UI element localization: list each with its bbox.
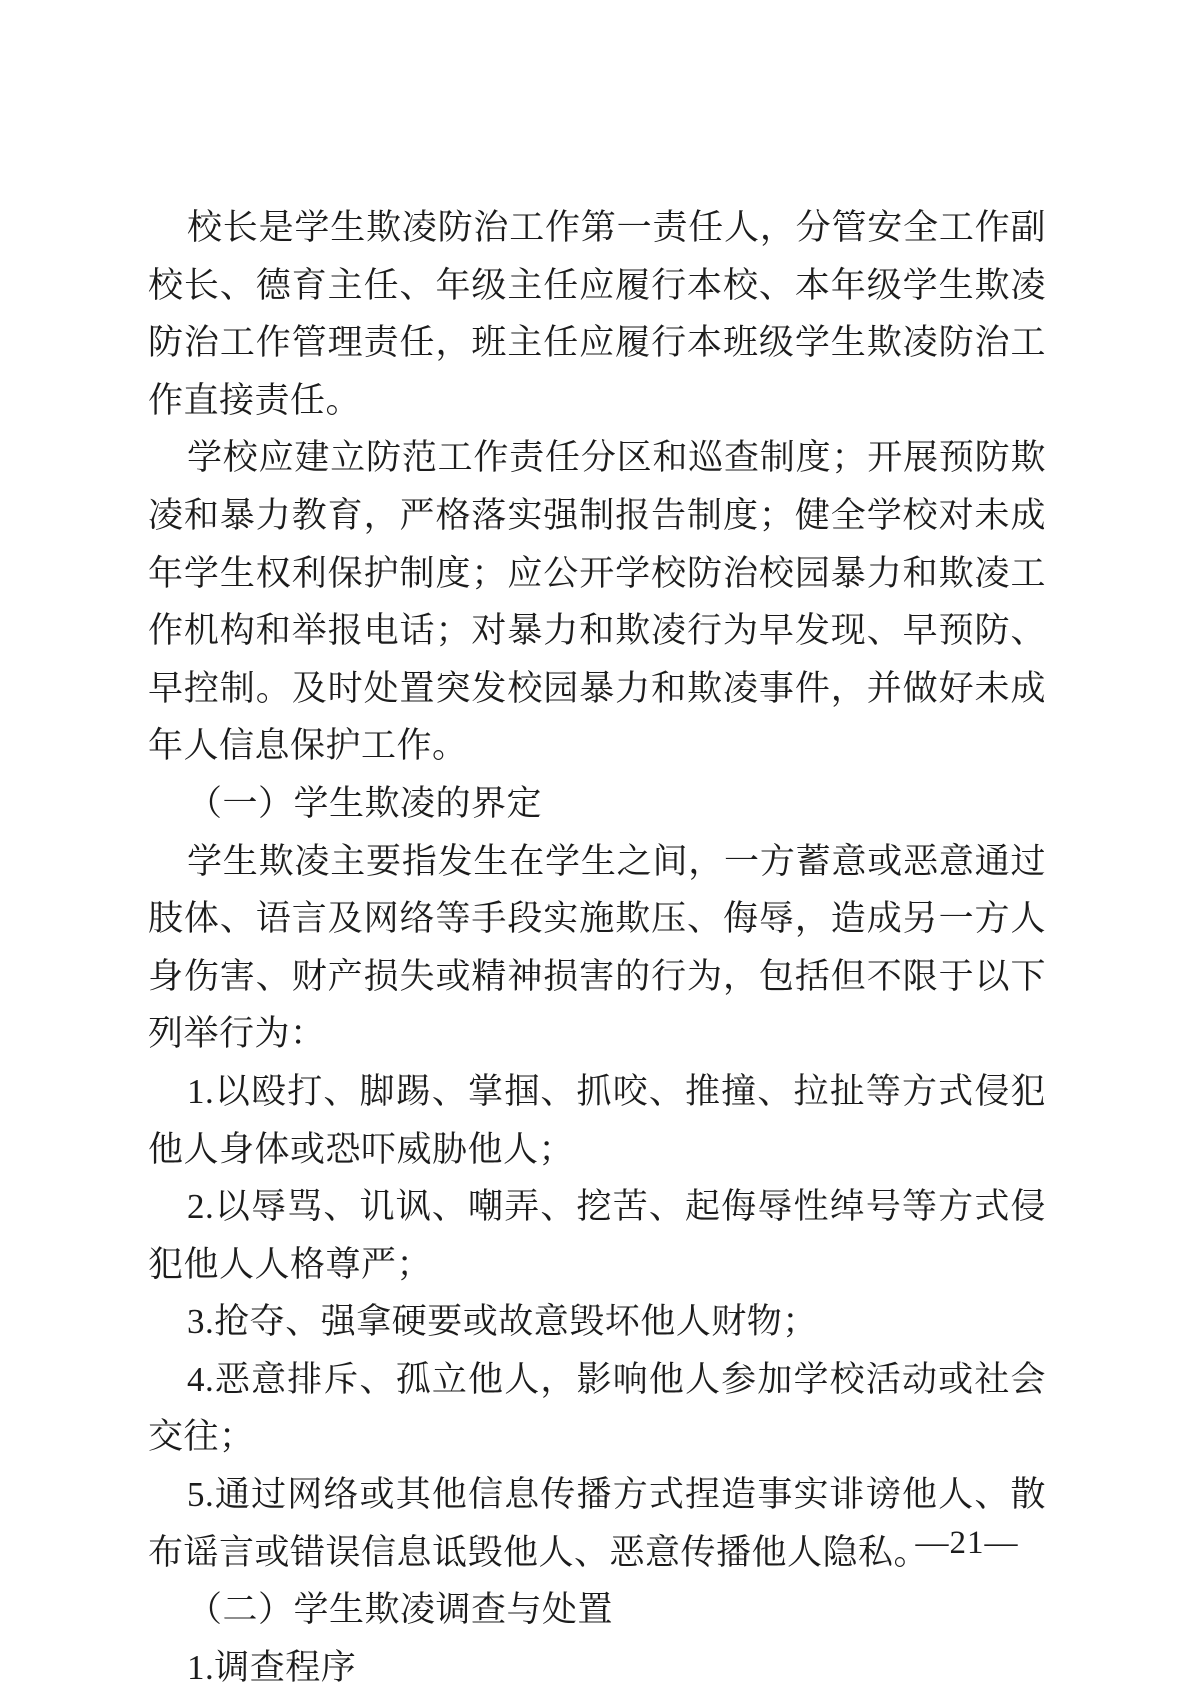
list-item-4-exclusion: 4.恶意排斥、孤立他人，影响他人参加学校活动或社会交往； xyxy=(148,1359,1046,1457)
paragraph-bullying-definition: 学生欺凌主要指发生在学生之间，一方蓄意或恶意通过肢体、语言及网络等手段实施欺压、侮辱，造成另一方人身伤害、财产损失或精神损害的行为，包括但不限于以下列举行为： xyxy=(148,841,1046,1054)
list-item-2-verbal: 2.以辱骂、讥讽、嘲弄、挖苦、起侮辱性绰号等方式侵犯他人人格尊严； xyxy=(148,1187,1046,1284)
heading-section-2-investigation: （二）学生欺凌调查与处置 xyxy=(187,1590,614,1630)
paragraph-school-systems: 学校应建立防范工作责任分区和巡查制度；开展预防欺凌和暴力教育，严格落实强制报告制度；健全学校对未成年学生权利保护制度；应公开学校防治校园暴力和欺凌工作机构和举报电话；对暴力和欺凌行为早发现、早预防、早控制。及时处置突发校园暴力和欺凌事件，并做好未成年人信息保护工作。 xyxy=(148,438,1046,766)
paragraph-principal-responsibility: 校长是学生欺凌防治工作第一责任人，分管安全工作副校长、德育主任、年级主任应履行本校、本年级学生欺凌防治工作管理责任，班主任应履行本班级学生欺凌防治工作直接责任。 xyxy=(148,208,1046,420)
list-item-1-physical: 1.以殴打、脚踢、掌掴、抓咬、推撞、拉扯等方式侵犯他人身体或恐吓威胁他人； xyxy=(148,1071,1046,1169)
list-item-investigation-procedure: 1.调查程序 xyxy=(187,1647,357,1687)
document-body xyxy=(148,199,1046,1696)
page-number: —21— xyxy=(915,1525,1019,1561)
list-item-5-online: 5.通过网络或其他信息传播方式捏造事实诽谤他人、散布谣言或错误信息诋毁他人、恶意传播他人隐私。 xyxy=(148,1475,1046,1572)
heading-section-1-definition: （一）学生欺凌的界定 xyxy=(187,783,543,823)
list-item-3-property: 3.抢夺、强拿硬要或故意毁坏他人财物； xyxy=(187,1302,818,1342)
